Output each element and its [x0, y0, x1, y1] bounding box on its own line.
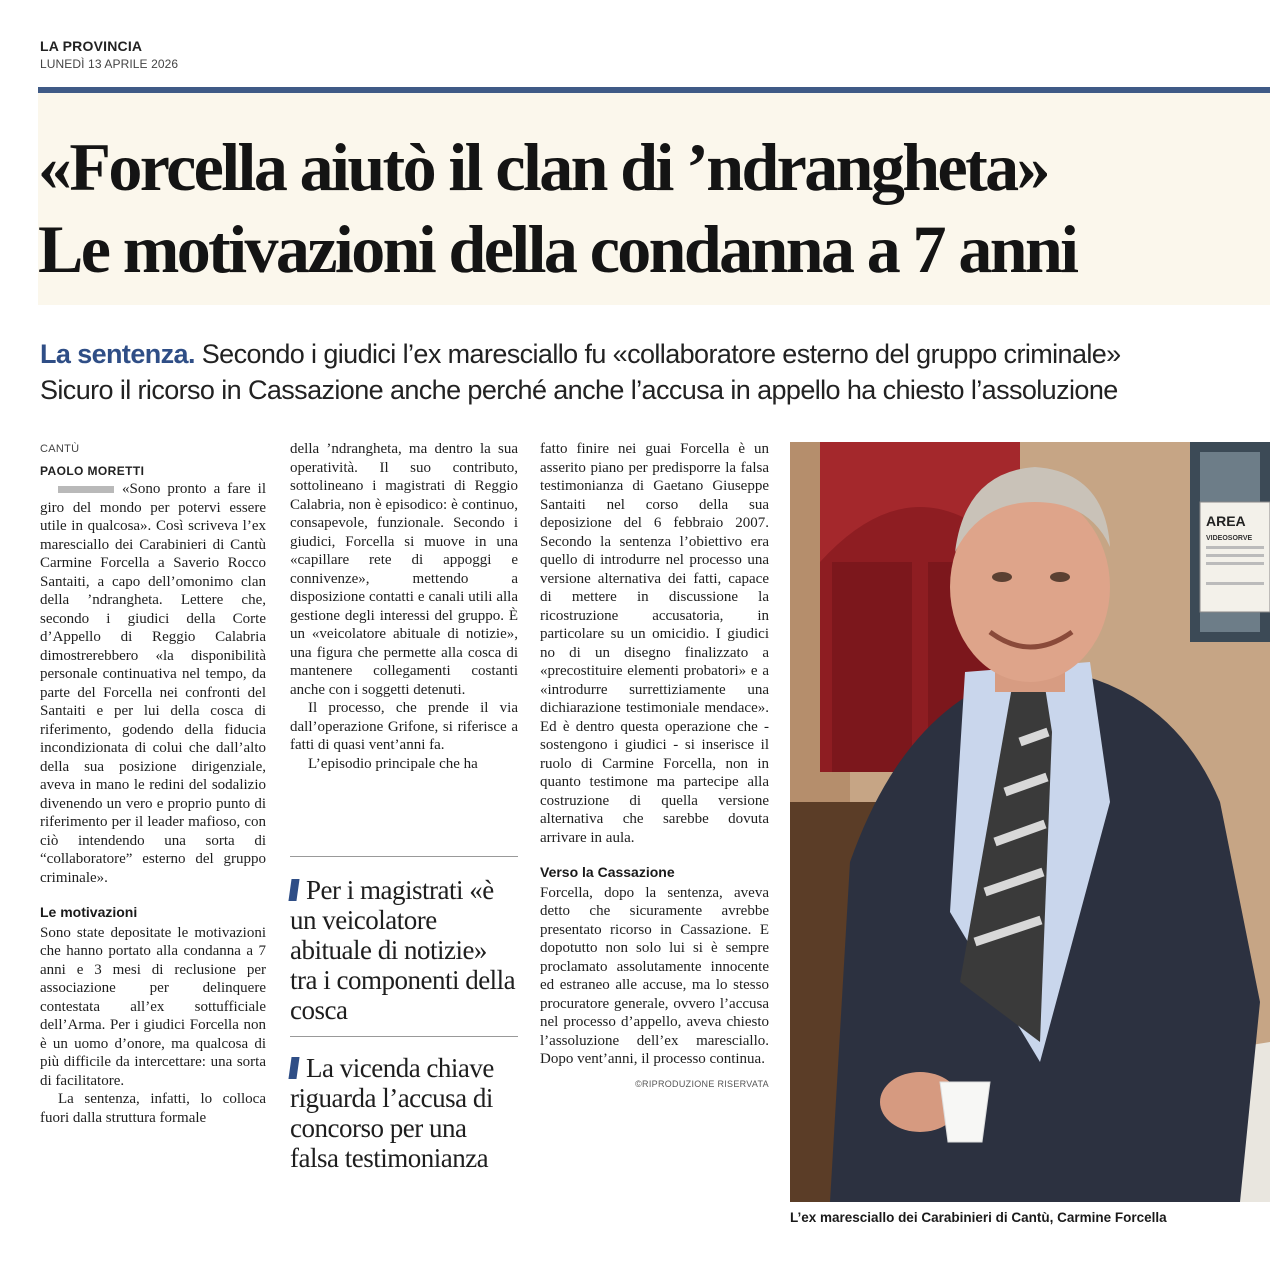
copyright-notice: ©RIPRODUZIONE RISERVATA [635, 1078, 769, 1089]
article-column-2 [290, 440, 518, 773]
byline: PAOLO MORETTI [40, 463, 145, 478]
headline-line-2: Le motivazioni della condanna a 7 anni [38, 211, 1077, 287]
section-subtitle: Verso la Cassazione [540, 864, 675, 880]
pull-quote-1 [290, 856, 518, 1025]
article-column-3 [540, 440, 769, 1093]
quote-marker-icon [288, 879, 299, 901]
photo-caption: L’ex maresciallo dei Carabinieri di Cantù, Carmine Forcella [790, 1210, 1167, 1225]
article-paragraph: Forcella, dopo la sentenza, aveva detto che sicuramente avrebbe presentato ricorso in Cassazione. E dopotutto non solo lui si è sempre proclamato assolutamente innocente ed estraneo alle accuse, ma lo stesso procuratore generale, ovvero l’accusa nel processo d’appello, aveva chiesto l’assoluzione dell’ex maresciallo. Dopo vent’anni, il processo continua. [540, 884, 769, 1067]
article-paragraph: Il processo, che prende il via dall’operazione Grifone, si riferisce a fatti di quasi vent’anni fa. [290, 700, 518, 753]
headline [38, 126, 1278, 290]
byline-bar [58, 486, 114, 493]
section-subtitle: Le motivazioni [40, 904, 138, 920]
area-videosorvegliata-sign [1200, 502, 1270, 612]
pull-quote-text: Per i magistrati «è un veicolatore abituale di notizie» tra i componenti della cosca [290, 875, 516, 1025]
article-paragraph: La sentenza, infatti, lo colloca fuori dalla struttura formale [40, 1091, 266, 1126]
article-paragraph: «Sono pronto a fare il giro del mondo per potervi essere utile in qualcosa». Così scriveva l’ex maresciallo dei Carabinieri di Cantù Carmine Forcella a Saverio Rocco Santaiti, a capo dell’omonimo clan della ’ndrangheta. Lettere che, secondo i giudici della Corte d’Appello di Reggio Calabria dimostrerebbero «la disponibilità personale continuativa nel tempo, da parte del Forcella nei confronti del Santaiti e per lui della cosca di riferimento, godendo della fiducia incondizionata di colui che dall’alto della sua posizione dirigenziale, aveva in mano le redini del sodalizio divenendo un vero e proprio punto di riferimento per il leader mafioso, con ciò intendendo una sorta di “collaboratore” esterno del gruppo criminale». [40, 481, 266, 886]
article-paragraph: Sono state depositate le motivazioni che hanno portato alla condanna a 7 anni e 3 mesi di reclusione per associazione per delinquere contestata all’ex sottufficiale dell’Arma. Per i giudici Forcella non è un uomo d’onore, ma qualcosa di più difficile da intercettare: una sorta di facilitatore. [40, 924, 266, 1089]
pull-quote-2 [290, 1036, 518, 1173]
cup [940, 1082, 990, 1142]
article-paragraph: fatto finire nei guai Forcella è un asserito piano per predisporre la falsa testimonianza di Gaetano Giuseppe Santaiti nel corso della sua deposizione del 6 febbraio 2007. Secondo la sentenza l’obiettivo era quello di introdurre nel processo una versione alternativa dei fatti, capace di mettere in discussione la ricostruzione accusatoria, in particolare su un omicidio. I giudici no di un disegno finalizzato a «precostituire elementi probatori» e a «introdurre surrettiziamente una dichiarazione testimoniale mendace». Ed è dentro questa operazione che - sostengono i giudici - si inserisce il ruolo di Carmine Forcella, non in quanto testimone ma partecipe alla costruzione di quella versione alternativa che sarebbe dovuta arrivare in aula. [540, 441, 769, 846]
dateline: CANTÙ [40, 443, 80, 455]
headline-line-1: «Forcella aiutò il clan di ’ndrangheta» [38, 129, 1048, 205]
article-paragraph: della ’ndrangheta, ma dentro la sua operatività. Il suo contributo, sottolineano i magistrati di Reggio Calabria, non è episodico: è continuo, consapevole, funzionale. Secondo i giudici, Forcella si muove in una «capillare rete di appoggi e connivenze», mettendo a disposizione contatti e canali utili alla gestione degli interessi del gruppo. È un «veicolatore abituale di notizie», una figura che permette alla cosca di mantenere collegamenti costanti anche con i soggetti detenuti. [290, 441, 518, 698]
subhead-line-1 [40, 336, 1280, 372]
quote-marker-icon [288, 1057, 299, 1079]
sign-text-1: AREA [1206, 513, 1246, 529]
subhead-line-2: Sicuro il ricorso in Cassazione anche perché anche l’accusa in appello ha chiesto l’assoluzione [40, 375, 1118, 405]
subhead-text-1: Secondo i giudici l’ex maresciallo fu «collaboratore esterno del gruppo criminale» [201, 339, 1121, 369]
paper-date: LUNEDÌ 13 APRILE 2026 [40, 57, 179, 71]
pull-quote-text: La vicenda chiave riguarda l’accusa di concorso per una falsa testimonianza [290, 1053, 494, 1173]
sign-text-2: VIDEOSORVE [1206, 535, 1253, 542]
masthead [40, 38, 178, 71]
photo-illustration [790, 442, 1270, 1202]
article-paragraph: L’episodio principale che ha [308, 755, 478, 772]
article-photo [790, 442, 1270, 1202]
subhead-kicker: La sentenza. [40, 339, 195, 369]
article-column-1 [40, 440, 266, 1127]
subheadline [40, 336, 1280, 408]
paper-name: LA PROVINCIA [40, 38, 143, 54]
